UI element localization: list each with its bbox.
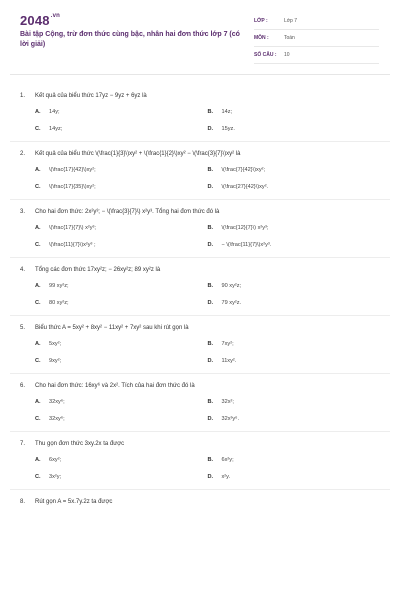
question-1 bbox=[0, 84, 400, 142]
question-number: 1. bbox=[20, 93, 26, 99]
option-d[interactable] bbox=[208, 242, 381, 248]
meta-value: Lớp 7 bbox=[284, 18, 298, 24]
question-number: 7. bbox=[20, 441, 26, 447]
option-text: 80 xy²z; bbox=[49, 300, 69, 306]
option-text: − \(\frac{11}{7}\)x²y³. bbox=[221, 242, 272, 248]
question-text: Tổng các đơn thức 17xy²z; − 26xy²z; 89 xy²z là bbox=[35, 267, 161, 273]
option-b[interactable] bbox=[208, 225, 381, 231]
options bbox=[35, 167, 380, 190]
option-c[interactable] bbox=[35, 242, 208, 248]
option-letter: B. bbox=[207, 399, 214, 405]
question-text: Cho hai đơn thức: 16xy⁶ và 2x². Tích của hai đơn thức đó là bbox=[35, 383, 195, 389]
meta-label: MÔN : bbox=[254, 35, 269, 41]
meta-value: Toán bbox=[284, 35, 295, 41]
question-number: 6. bbox=[20, 383, 26, 389]
option-text: \(\frac{17}{42}\)xy²; bbox=[49, 167, 96, 173]
option-d[interactable] bbox=[208, 126, 381, 132]
option-letter: A. bbox=[35, 225, 41, 231]
question-text: Biểu thức A = 5xy² + 8xy² − 11xy² + 7xy² sau khi rút gọn là bbox=[35, 325, 189, 331]
question-number: 3. bbox=[20, 209, 26, 215]
question-list bbox=[0, 78, 400, 507]
option-letter: C. bbox=[35, 474, 41, 480]
option-letter: C. bbox=[35, 242, 41, 248]
option-c[interactable] bbox=[35, 474, 208, 480]
option-b[interactable] bbox=[208, 167, 381, 173]
page-title: Bài tập Cộng, trừ đơn thức cùng bậc, nhân hai đơn thức lớp 7 (có lời giải) bbox=[20, 31, 240, 48]
question-number: 4. bbox=[20, 267, 26, 273]
option-letter: A. bbox=[35, 399, 41, 405]
options bbox=[35, 457, 380, 480]
question-4 bbox=[0, 258, 400, 316]
option-c[interactable] bbox=[35, 300, 208, 306]
option-d[interactable] bbox=[208, 474, 381, 480]
option-text: 11xy². bbox=[221, 358, 237, 364]
options bbox=[35, 283, 380, 306]
option-b[interactable] bbox=[208, 109, 381, 115]
option-text: \(\frac{7}{42}\)xy²; bbox=[221, 167, 266, 173]
option-text: 90 xy²z; bbox=[221, 283, 242, 289]
option-text: 7xy²; bbox=[221, 341, 234, 347]
option-b[interactable] bbox=[208, 399, 381, 405]
option-d[interactable] bbox=[208, 300, 381, 306]
option-c[interactable] bbox=[35, 416, 208, 422]
option-b[interactable] bbox=[208, 457, 381, 463]
option-text: 6xy²; bbox=[49, 457, 62, 463]
meta-value: 10 bbox=[284, 52, 290, 58]
option-letter: D. bbox=[207, 126, 214, 132]
option-letter: D. bbox=[207, 416, 214, 422]
option-text: 14z; bbox=[221, 109, 233, 115]
meta-row-count bbox=[254, 47, 379, 64]
option-letter: D. bbox=[207, 300, 214, 306]
question-7 bbox=[0, 432, 400, 490]
option-b[interactable] bbox=[208, 283, 381, 289]
question-text: Cho hai đơn thức: 2x²y³; − \(\frac{3}{7}\) x²y³. Tổng hai đơn thức đó là bbox=[35, 209, 220, 215]
option-text: 99 xy²z; bbox=[49, 283, 69, 289]
option-letter: C. bbox=[35, 300, 41, 306]
option-text: 32xy⁶; bbox=[49, 416, 65, 422]
question-3 bbox=[0, 200, 400, 258]
logo-text: 2048 bbox=[20, 13, 50, 28]
option-text: 3x²y; bbox=[49, 474, 62, 480]
option-text: 32x²; bbox=[221, 399, 234, 405]
option-a[interactable] bbox=[35, 167, 208, 173]
option-text: 32x³y⁶. bbox=[221, 416, 240, 422]
option-text: 15yz. bbox=[221, 126, 235, 132]
question-text: Thu gọn đơn thức 3xy.2x ta được bbox=[35, 441, 125, 447]
option-letter: D. bbox=[207, 358, 214, 364]
option-a[interactable] bbox=[35, 109, 208, 115]
options bbox=[35, 341, 380, 364]
meta-box bbox=[254, 13, 379, 64]
header bbox=[0, 0, 400, 78]
option-letter: A. bbox=[35, 283, 41, 289]
option-text: 14yz; bbox=[49, 126, 63, 132]
question-number: 2. bbox=[20, 151, 26, 157]
option-a[interactable] bbox=[35, 283, 208, 289]
option-letter: A. bbox=[35, 109, 41, 115]
option-text: \(\frac{17}{35}\)xy²; bbox=[49, 184, 96, 190]
meta-label: SỐ CÂU : bbox=[254, 52, 277, 58]
option-d[interactable] bbox=[208, 358, 381, 364]
option-letter: B. bbox=[207, 341, 214, 347]
option-text: \(\frac{11}{7}\)x²y³ ; bbox=[49, 242, 96, 248]
option-text: 79 xy²z. bbox=[221, 300, 242, 306]
question-5 bbox=[0, 316, 400, 374]
question-6 bbox=[0, 374, 400, 432]
option-text: 5xy²; bbox=[49, 341, 62, 347]
option-c[interactable] bbox=[35, 126, 208, 132]
option-text: \(\frac{27}{42}\)xy². bbox=[221, 184, 269, 190]
option-b[interactable] bbox=[208, 341, 381, 347]
header-divider bbox=[10, 74, 390, 75]
options bbox=[35, 399, 380, 422]
option-d[interactable] bbox=[208, 416, 381, 422]
option-a[interactable] bbox=[35, 225, 208, 231]
option-text: \(\frac{17}{7}\) x²y³; bbox=[49, 225, 96, 231]
option-a[interactable] bbox=[35, 457, 208, 463]
question-text: Rút gọn A = 5x.7y.2z ta được bbox=[35, 499, 113, 505]
logo-suffix: .vn bbox=[50, 13, 61, 19]
option-letter: D. bbox=[207, 184, 214, 190]
option-letter: C. bbox=[35, 126, 41, 132]
option-letter: C. bbox=[35, 358, 41, 364]
option-letter: B. bbox=[207, 225, 214, 231]
question-text: Kết quả của biểu thức 17yz − 9yz + 6yz là bbox=[35, 93, 147, 99]
meta-label: LỚP : bbox=[254, 18, 268, 24]
option-letter: C. bbox=[35, 184, 41, 190]
option-letter: B. bbox=[207, 109, 214, 115]
option-a[interactable] bbox=[35, 341, 208, 347]
question-8 bbox=[0, 490, 400, 507]
option-text: 6x²y; bbox=[221, 457, 234, 463]
site-logo[interactable] bbox=[20, 13, 60, 28]
option-text: x²y. bbox=[221, 474, 231, 480]
option-letter: A. bbox=[35, 341, 41, 347]
question-number: 5. bbox=[20, 325, 26, 331]
option-letter: B. bbox=[207, 167, 214, 173]
question-2 bbox=[0, 142, 400, 200]
option-c[interactable] bbox=[35, 184, 208, 190]
option-letter: A. bbox=[35, 167, 41, 173]
options bbox=[35, 109, 380, 132]
option-letter: D. bbox=[207, 242, 214, 248]
option-text: 9xy²; bbox=[49, 358, 62, 364]
meta-row-class bbox=[254, 13, 379, 30]
option-letter: B. bbox=[207, 457, 214, 463]
question-number: 8. bbox=[20, 499, 26, 505]
option-text: 32xy⁶; bbox=[49, 399, 65, 405]
option-c[interactable] bbox=[35, 358, 208, 364]
option-a[interactable] bbox=[35, 399, 208, 405]
option-text: \(\frac{12}{7}\) x²y³; bbox=[221, 225, 269, 231]
option-letter: D. bbox=[207, 474, 214, 480]
question-text: Kết quả của biểu thức \(\frac{1}{3}\)xy² + \(\frac{1}{2}\)xy² − \(\frac{3}{7}\)xy² là bbox=[35, 151, 241, 157]
option-text: 14y; bbox=[49, 109, 60, 115]
meta-row-subject bbox=[254, 30, 379, 47]
option-d[interactable] bbox=[208, 184, 381, 190]
option-letter: A. bbox=[35, 457, 41, 463]
options bbox=[35, 225, 380, 248]
option-letter: C. bbox=[35, 416, 41, 422]
option-letter: B. bbox=[207, 283, 214, 289]
